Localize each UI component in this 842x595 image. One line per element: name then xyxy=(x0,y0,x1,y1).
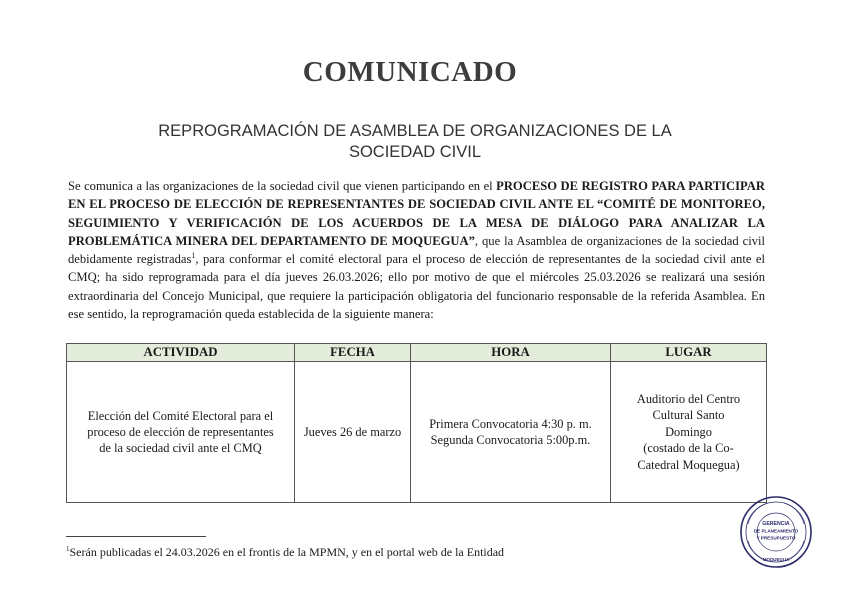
body-text-intro: Se comunica a las organizaciones de la sociedad civil que vienen participando en el xyxy=(68,179,497,193)
lugar-line: Cultural Santo xyxy=(652,408,725,423)
body-text-end: , para conformar el comité electoral para el proceso de elección de representantes de la sociedad civil ante el CMQ; ha sido reprogramada para el día jueves 26.03.2026; ello por motivo de que el miércoles 25.03.2026 se realizará una sesión extraordinaria del Concejo Municipal, que requiere la participación obligatoria del funcionario responsable de la referida Asamblea. En ese sentido, la reprogramación queda establecida de la siguiente manera: xyxy=(68,252,765,322)
footnote-mark: 1 xyxy=(66,545,70,553)
subtitle-line-2: SOCIEDAD CIVIL xyxy=(348,143,482,161)
actividad-line: de la sociedad civil ante el CMQ xyxy=(99,441,262,455)
footnote xyxy=(66,545,504,560)
table-header-row xyxy=(67,344,767,362)
lugar-line: Auditorio del Centro xyxy=(636,391,741,406)
table-row xyxy=(67,362,767,503)
cell-hora xyxy=(411,362,611,503)
actividad-line: Elección del Comité Electoral para el xyxy=(87,409,274,423)
body-text-bold: PROCESO DE REGISTRO PARA PARTICIPAR EN EL PROCESO DE ELECCIÓN DE REPRESENTANTES DE SOCIEDAD CIVIL ANTE EL “COMITÉ DE MONITOREO, SEGUIMIENTO Y VERIFICACIÓN DE LOS ACUERDOS DE LA MESA DE DIÁLOGO PARA ANALIZAR LA PROBLEMÁTICA MINERA DEL DEPARTAMENTO DE MOQUEGUA” xyxy=(68,179,765,248)
lugar-line: Catedral Moquegua) xyxy=(637,457,740,472)
footnote-divider xyxy=(66,536,206,537)
hora-line: Segunda Convocatoria 5:00p.m. xyxy=(430,433,591,447)
stamp-line: MOQUEGUA xyxy=(762,557,790,562)
cell-lugar xyxy=(611,362,767,503)
subtitle-line-1: REPROGRAMACIÓN DE ASAMBLEA DE ORGANIZACIONES DE LA xyxy=(158,122,672,140)
footnote-reference: 1 xyxy=(191,251,196,260)
body-paragraph xyxy=(68,177,765,323)
header-hora: HORA xyxy=(411,344,611,362)
cell-actividad xyxy=(67,362,295,503)
lugar-line: (costado de la Co- xyxy=(643,441,734,456)
schedule-table xyxy=(66,343,767,503)
document-title: COMUNICADO xyxy=(302,56,518,88)
header-actividad: ACTIVIDAD xyxy=(67,344,295,362)
lugar-line: Domingo xyxy=(665,424,712,439)
header-lugar: LUGAR xyxy=(611,344,767,362)
body-text-middle: , que la Asamblea de organizaciones de la sociedad civil debidamente registradas xyxy=(68,233,766,267)
header-fecha: FECHA xyxy=(295,344,411,362)
hora-line: Primera Convocatoria 4:30 p. m. xyxy=(429,417,592,431)
stamp-line: DE PLANEAMIENTO xyxy=(753,528,799,534)
document-subtitle xyxy=(95,121,735,163)
official-seal-stamp xyxy=(738,494,814,570)
stamp-line: Y PRESUPUESTO xyxy=(756,535,796,541)
stamp-line: GERENCIA xyxy=(762,521,790,527)
footnote-text: Serán publicadas el 24.03.2026 en el frontis de la MPMN, y en el portal web de la Entidad xyxy=(69,545,505,559)
cell-fecha: Jueves 26 de marzo xyxy=(295,362,411,503)
actividad-line: proceso de elección de representantes xyxy=(87,425,274,439)
